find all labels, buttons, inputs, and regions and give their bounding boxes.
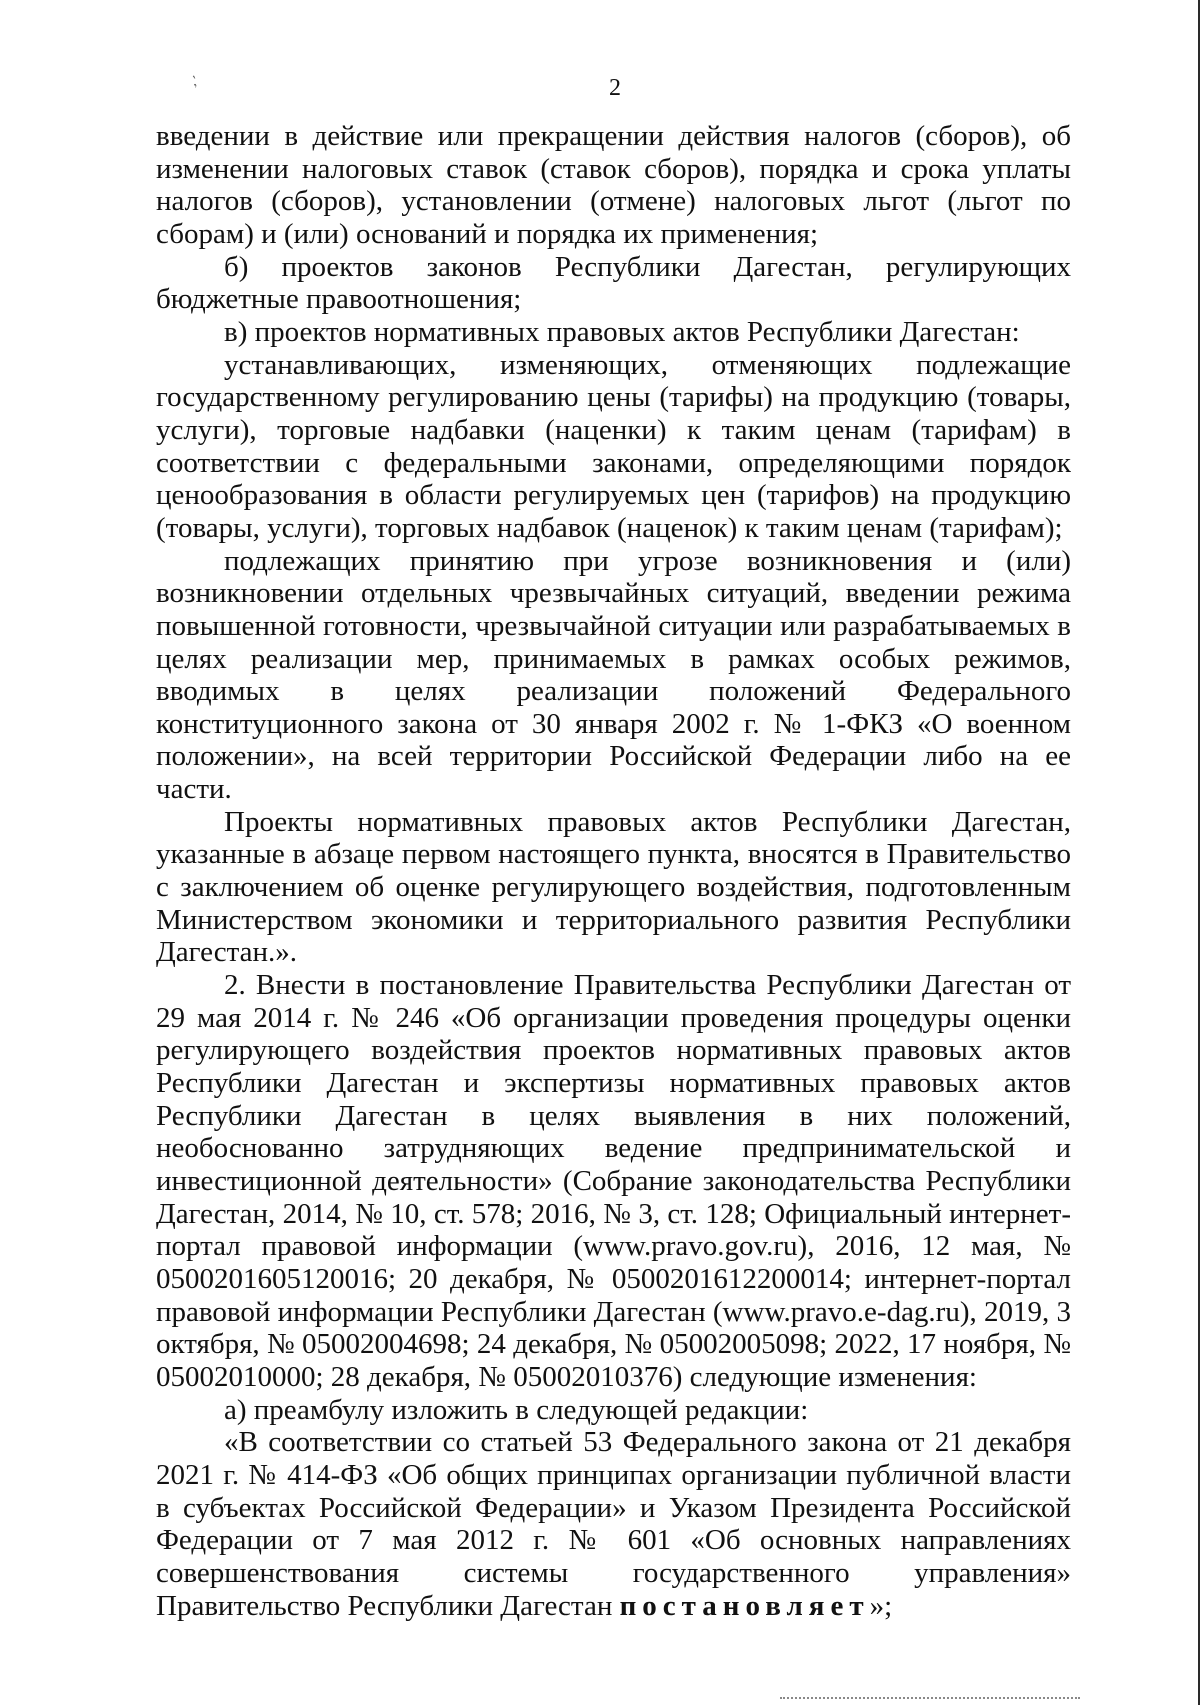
paragraph-item-v: в) проектов нормативных правовых актов Республики Дагестан: (224, 315, 1020, 348)
scan-bottom-noise (780, 1697, 1080, 1701)
preamble-tail: »; (869, 1589, 893, 1622)
page-number: 2 (609, 75, 621, 101)
scan-artifact: ,' (188, 73, 202, 90)
paragraph-tax-continuation: введении в действие или прекращении действия налогов (сборов), об изменении налоговых ставок (ставок сборов), порядка и срока уплаты налогов (сборов), установлении (отмене) налоговых льгот (льгот по сборам) и (или) оснований и порядка их применения; (156, 120, 1071, 250)
paragraph-preamble (156, 1426, 1071, 1622)
paragraph-prices-tariffs: устанавливающих, изменяющих, отменяющих подлежащие государственному регулированию цены (тарифы) на продукцию (товары, услуги), торговые надбавки (наценки) к таким ценам (тарифам) в соответствии с федеральными законами, определяющими порядок ценообразования в области регулируемых цен (тарифов) на продукцию (товары, услуги), торговых надбавок (наценок) к таким ценам (тарифам); (156, 348, 1071, 544)
preamble-text: «В соответствии со статьей 53 Федерального закона от 21 декабря 2021 г. № 414-ФЗ «Об общих принципах организации публичной власти в субъектах Российской Федерации» и Указом Президента Российской Федерации от 7 мая 2012 г. № 601 «Об основных направлениях совершенствования системы государственного управления» Правительство Республики Дагестан (156, 1426, 1071, 1622)
paragraph-item-b: б) проектов законов Республики Дагестан, регулирующих бюджетные правоотношения; (156, 250, 1071, 316)
paragraph-emergency: подлежащих принятию при угрозе возникновения и (или) возникновении отдельных чрезвычайных ситуаций, введении режима повышенной готовности, чрезвычайной ситуации или разрабатываемых в целях реализации мер, принимаемых в рамках особых режимов, вводимых в целях реализации положений Федерального конституционного закона от 30 января 2002 г. № 1-ФКЗ «О военном положении», на всей территории Российской Федерации либо на ее части. (156, 544, 1071, 806)
paragraph-item-a: а) преамбулу изложить в следующей редакции: (224, 1393, 809, 1426)
paragraph-item-2: 2. Внести в постановление Правительства Республики Дагестан от 29 мая 2014 г. № 246 «Об организации проведения процедуры оценки регулирующего воздействия проектов нормативных правовых актов Республики Дагестан и экспертизы нормативных правовых актов Республики Дагестан в целях выявления в них положений, необоснованно затрудняющих ведение предпринимательской и инвестиционной деятельности» (Собрание законодательства Республики Дагестан, 2014, № 10, ст. 578; 2016, № 3, ст. 128; Официальный интернет-портал правовой информации (www.pravo.gov.ru), 2016, 12 мая, № 0500201605120016; 20 декабря, № 0500201612200014; интернет-портал правовой информации Республики Дагестан (www.pravo.e-dag.ru), 2019, 3 октября, № 05002004698; 24 декабря, № 05002005098; 2022, 17 ноября, № 05002010000; 28 декабря, № 05002010376) следующие изменения: (156, 969, 1072, 1393)
decree-word: постановляет (619, 1589, 870, 1622)
paragraph-projects-submission: Проекты нормативных правовых актов Республики Дагестан, указанные в абзаце первом настоящего пункта, вносятся в Правительство с заключением об оценке регулирующего воздействия, подготовленным Министерством экономики и территориального развития Республики Дагестан.». (156, 805, 1071, 969)
document-body (156, 120, 1071, 1622)
